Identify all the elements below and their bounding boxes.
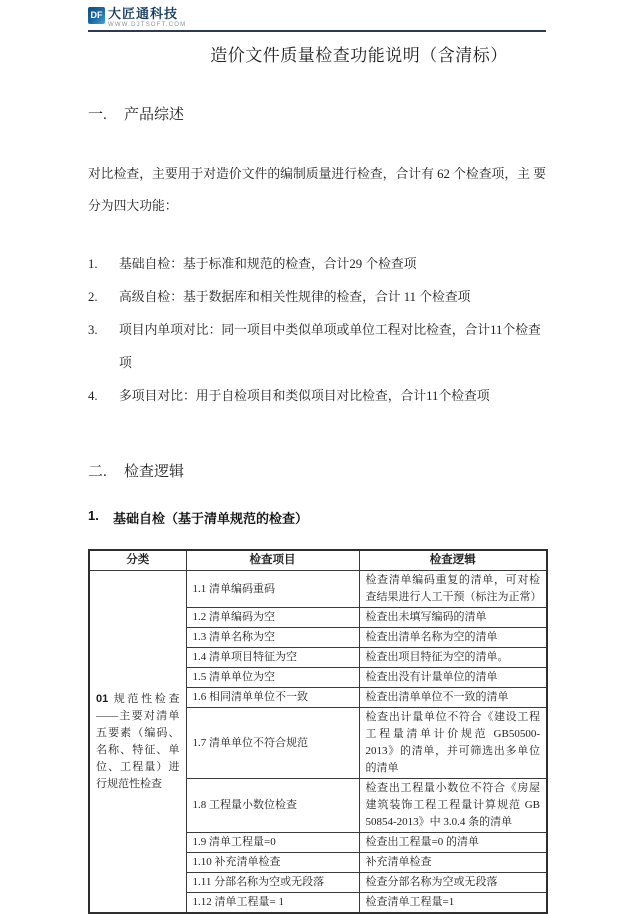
section-title: 检查逻辑 bbox=[124, 464, 185, 480]
category-code: 01 bbox=[96, 692, 109, 705]
section-title: 产品综述 bbox=[124, 107, 185, 123]
check-item-cell: 1.5 清单单位为空 bbox=[186, 668, 359, 688]
category-text: 规范性检查——主要对清单五要素（编码、名称、特征、单位、工程量）进行规范性检查 bbox=[96, 692, 180, 790]
overview-paragraph: 对比检查，主要用于对造价文件的编制质量进行检查，合计有 62 个检查项，主 要分为四大功能： bbox=[88, 167, 546, 213]
column-header-category: 分类 bbox=[89, 550, 186, 571]
logo-icon: DF bbox=[88, 7, 105, 24]
page-content bbox=[88, 0, 546, 914]
check-item-cell: 1.1 清单编码重码 bbox=[186, 571, 359, 608]
list-item bbox=[88, 248, 546, 281]
check-logic-cell: 检查清单工程量=1 bbox=[359, 893, 547, 914]
check-item-cell: 1.2 清单编码为空 bbox=[186, 608, 359, 628]
check-item-cell: 1.6 相同清单单位不一致 bbox=[186, 688, 359, 708]
check-item-cell: 1.4 清单项目特征为空 bbox=[186, 648, 359, 668]
header-divider bbox=[88, 30, 546, 32]
subsection-heading-basic-self-check bbox=[88, 508, 546, 527]
logo-website-url: WWW.DJTSOFT.COM bbox=[108, 22, 187, 28]
list-item-number: 1. bbox=[88, 257, 98, 271]
check-item-cell: 1.3 清单名称为空 bbox=[186, 628, 359, 648]
check-item-cell: 1.8 工程量小数位检查 bbox=[186, 779, 359, 833]
check-items-table bbox=[88, 549, 548, 914]
check-logic-cell: 检查出没有计量单位的清单 bbox=[359, 668, 547, 688]
list-item-number: 4. bbox=[88, 389, 98, 403]
list-item bbox=[88, 380, 546, 413]
list-item-text: 高级自检：基于数据库和相关性规律的检查，合计 11 个检查项 bbox=[119, 290, 471, 304]
check-logic-cell: 检查出清单名称为空的清单 bbox=[359, 628, 547, 648]
check-logic-cell: 检查出工程量=0 的清单 bbox=[359, 833, 547, 853]
check-item-cell: 1.10 补充清单检查 bbox=[186, 853, 359, 873]
list-item-number: 2. bbox=[88, 290, 98, 304]
list-item bbox=[88, 281, 546, 314]
check-logic-cell: 检查出项目特征为空的清单。 bbox=[359, 648, 547, 668]
column-header-check-item: 检查项目 bbox=[186, 550, 359, 571]
document-title: 造价文件质量检查功能说明（含清标） bbox=[210, 46, 508, 65]
check-logic-cell: 检查出未填写编码的清单 bbox=[359, 608, 547, 628]
section-heading-product-overview bbox=[88, 103, 546, 124]
check-item-cell: 1.12 清单工程量= 1 bbox=[186, 893, 359, 914]
list-item-text: 多项目对比：用于自检项目和类似项目对比检查，合计11个检查项 bbox=[119, 389, 490, 403]
list-item bbox=[88, 314, 546, 380]
subsection-number: 1. bbox=[88, 508, 99, 523]
check-logic-cell: 检查清单编码重复的清单，可对检查结果进行人工干预（标注为正常） bbox=[359, 571, 547, 608]
check-logic-cell: 检查分部名称为空或无段落 bbox=[359, 873, 547, 893]
section-number: 二. bbox=[88, 464, 107, 480]
check-item-cell: 1.9 清单工程量=0 bbox=[186, 833, 359, 853]
subsection-title: 基础自检（基于清单规范的检查） bbox=[113, 511, 309, 526]
logo-company-name: 大匠通科技 bbox=[108, 6, 179, 21]
table-header-row bbox=[89, 550, 547, 571]
check-logic-cell: 检查出工程量小数位不符合《房屋建筑装饰工程工程量计算规范 GB 50854-2013》中 3.0.4 条的清单 bbox=[359, 779, 547, 833]
check-logic-cell: 检查出计量单位不符合《建设工程工程量清单计价规范 GB50500-2013》的清单，并可筛选出多单位的清单 bbox=[359, 708, 547, 779]
check-item-cell: 1.11 分部名称为空或无段落 bbox=[186, 873, 359, 893]
column-header-check-logic: 检查逻辑 bbox=[359, 550, 547, 571]
table-row bbox=[89, 571, 547, 608]
check-item-cell: 1.7 清单单位不符合规范 bbox=[186, 708, 359, 779]
section-heading-check-logic bbox=[88, 460, 546, 481]
company-logo bbox=[88, 0, 546, 28]
list-item-text: 项目内单项对比：同一项目中类似单项或单位工程对比检查，合计11个检查项 bbox=[119, 323, 541, 370]
check-logic-cell: 检查出清单单位不一致的清单 bbox=[359, 688, 547, 708]
list-item-number: 3. bbox=[88, 323, 98, 337]
function-list bbox=[88, 248, 546, 413]
section-number: 一. bbox=[88, 107, 107, 123]
list-item-text: 基础自检：基于标准和规范的检查，合计29 个检查项 bbox=[119, 257, 417, 271]
check-logic-cell: 补充清单检查 bbox=[359, 853, 547, 873]
category-cell bbox=[89, 571, 186, 914]
